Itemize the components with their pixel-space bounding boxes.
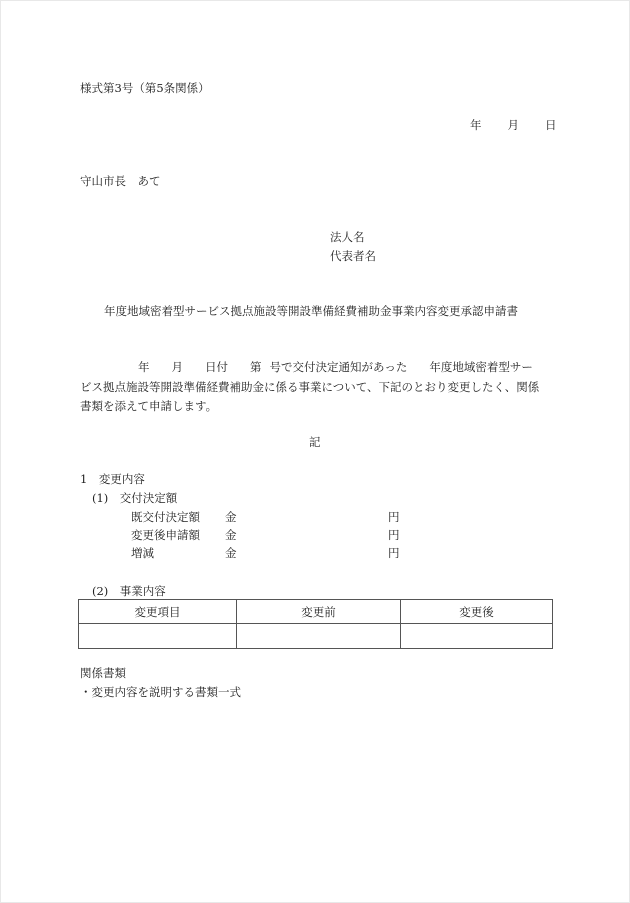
- amount-label-diff: 増減: [131, 546, 154, 560]
- amount-yen-diff: 円: [388, 546, 400, 560]
- amount-yen-existing: 円: [388, 510, 400, 524]
- section-1-heading: 1 変更内容: [80, 472, 145, 486]
- table-row: [79, 624, 553, 649]
- body-line-2: ビス拠点施設等開設準備経費補助金に係る事業について、下記のとおり変更したく、関係: [80, 380, 540, 394]
- cell-before: [237, 624, 401, 649]
- representative-label: 代表者名: [330, 249, 376, 263]
- cell-change-item: [79, 624, 237, 649]
- subsection-1-heading: (1) 交付決定額: [92, 491, 178, 505]
- body-line-3: 書類を添えて申請します。: [80, 399, 218, 413]
- amount-label-changed: 変更後申請額: [131, 528, 200, 542]
- body-line-1: 年 月 日付 第 号で交付決定通知があった 年度地域密着型サー: [138, 360, 533, 374]
- header-before: 変更前: [237, 600, 401, 624]
- related-docs-item: ・変更内容を説明する書類一式: [80, 685, 241, 699]
- corp-name-label: 法人名: [330, 230, 365, 244]
- header-change-item: 変更項目: [79, 600, 237, 624]
- header-after: 変更後: [401, 600, 553, 624]
- addressee: 守山市長 あて: [80, 174, 161, 188]
- date-month: 月: [507, 118, 519, 132]
- business-content-table: [78, 599, 553, 649]
- date-day: 日: [545, 118, 557, 132]
- amount-kin-changed: 金: [225, 528, 237, 542]
- ki-heading: 記: [309, 435, 321, 449]
- amount-kin-diff: 金: [225, 546, 237, 560]
- document-title: 年度地域密着型サービス拠点施設等開設準備経費補助金事業内容変更承認申請書: [104, 304, 518, 318]
- amount-yen-changed: 円: [388, 528, 400, 542]
- date-year: 年: [470, 118, 482, 132]
- subsection-2-heading: (2) 事業内容: [92, 584, 166, 598]
- related-docs-heading: 関係書類: [80, 666, 126, 680]
- table-header-row: [79, 600, 553, 624]
- form-number: 様式第3号（第5条関係）: [80, 81, 210, 95]
- amount-label-existing: 既交付決定額: [131, 510, 200, 524]
- date-line: [470, 118, 557, 132]
- amount-kin-existing: 金: [225, 510, 237, 524]
- cell-after: [401, 624, 553, 649]
